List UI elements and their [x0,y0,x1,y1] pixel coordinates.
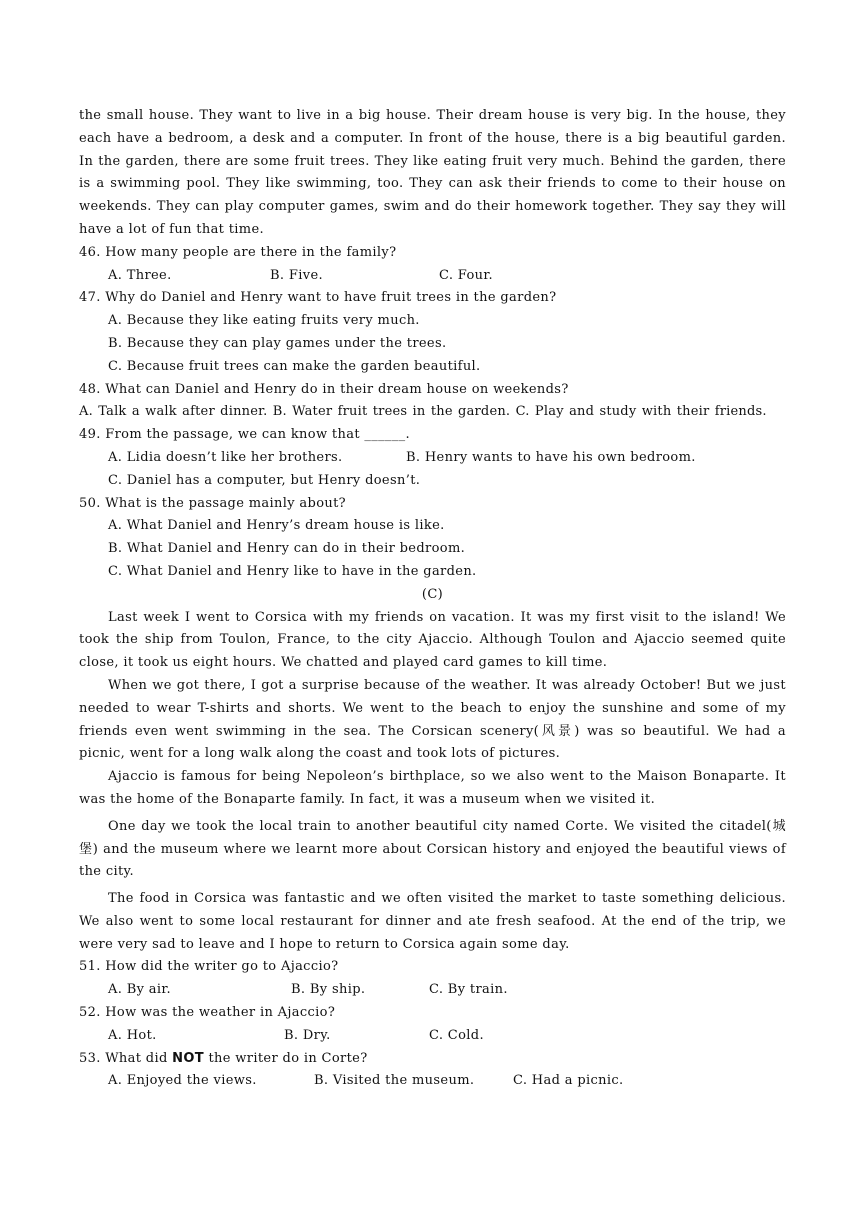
question-46-stem: 46. How many people are there in the family? [79,244,397,260]
question-48-stem: 48. What can Daniel and Henry do in their dream house on weekends? [79,381,569,397]
option-b: B. Visited the museum. [314,1073,475,1089]
question-50-stem: 50. What is the passage mainly about? [79,495,347,511]
option-b: B. Because they can play games under the trees. [108,335,447,351]
option-a: A. Enjoyed the views. [108,1073,257,1089]
option-c: C. What Daniel and Henry like to have in the garden. [108,563,477,579]
question-52-stem: 52. How was the weather in Ajaccio? [79,1005,336,1021]
option-c: C. Cold. [429,1027,484,1043]
passage-b-paragraph: the small house. They want to live in a big house. Their dream house is very big. In the house, they each have a bedroom, a desk and a computer. In front of the house, there is a big beautiful garden. In the garden, there are some fruit trees. They like eating fruit very much. Behind the garden, there is a swimming pool. They like swimming, too. They can ask their friends to come to their house on weekends. They can play computer games, swim and do their homework together. They say they will have a lot of fun that time. [79,108,786,237]
passage-c-paragraph-2: When we got there, I got a surprise because of the weather. It was already October! But we just needed to wear T-shirts and shorts. We went to the beach to enjoy the sunshine and some of my friends even went swimming in the sea. The Corsican scenery(风景) was so beautiful. We had a picnic, went for a long walk along the coast and took lots of pictures. [79,677,786,762]
question-46-options [79,265,786,288]
option-b: B. Five. [270,267,323,283]
question-51-options [79,979,786,1002]
option-a: A. Hot. [108,1027,157,1043]
section-c-heading: (C) [421,586,444,602]
passage-c-paragraph-1: Last week I went to Corsica with my friends on vacation. It was my first visit to the island! We took the ship from Toulon, France, to the city Ajaccio. Although Toulon and Ajaccio seemed quite close, it took us eight hours. We chatted and played card games to kill time. [79,609,786,671]
option-a: A. Lidia doesn’t like her brothers. [108,449,343,465]
option-c: C. Four. [439,267,493,283]
option-b: B. What Daniel and Henry can do in their bedroom. [108,541,466,557]
passage-c-paragraph-3: Ajaccio is famous for being Nepoleon’s birthplace, so we also went to the Maison Bonaparte. It was the home of the Bonaparte family. In fact, it was a museum when we visited it. [79,769,786,807]
exam-page [79,105,786,1093]
passage-c-paragraph-5: The food in Corsica was fantastic and we often visited the market to taste something delicious. We also went to some local restaurant for dinner and ate fresh seafood. At the end of the trip, we were very sad to leave and I hope to return to Corsica again some day. [79,891,786,952]
option-a: A. What Daniel and Henry’s dream house is like. [108,518,445,534]
option-a: A. Three. [108,267,172,283]
question-52-options [79,1025,786,1048]
option-c: C. Because fruit trees can make the garden beautiful. [108,358,481,374]
question-47-stem: 47. Why do Daniel and Henry want to have fruit trees in the garden? [79,290,557,306]
question-49-stem: 49. From the passage, we can know that ______. [79,427,410,443]
question-49-options [79,447,786,470]
option-c: C. Daniel has a computer, but Henry doesn’t. [108,472,421,488]
option-a: A. Because they like eating fruits very much. [108,313,420,329]
option-b: B. Dry. [284,1027,331,1043]
question-53-options [79,1070,786,1093]
option-b: B. Henry wants to have his own bedroom. [406,449,696,465]
passage-c-paragraph-4: One day we took the local train to another beautiful city named Corte. We visited the citadel(城堡) and the museum where we learnt more about Corsican history and enjoyed the beautiful views of the city. [79,818,786,880]
option-a: A. By air. [108,982,172,998]
option-c: C. By train. [429,982,508,998]
question-51-stem: 51. How did the writer go to Ajaccio? [79,959,339,975]
not-emphasis: NOT [172,1050,204,1066]
option-c: C. Had a picnic. [513,1073,624,1089]
question-53-stem: 53. What did NOT the writer do in Corte? [79,1050,368,1066]
option-b: B. By ship. [291,982,366,998]
question-48-options: A. Talk a walk after dinner. B. Water fruit trees in the garden. C. Play and study with their friends. [79,404,767,420]
